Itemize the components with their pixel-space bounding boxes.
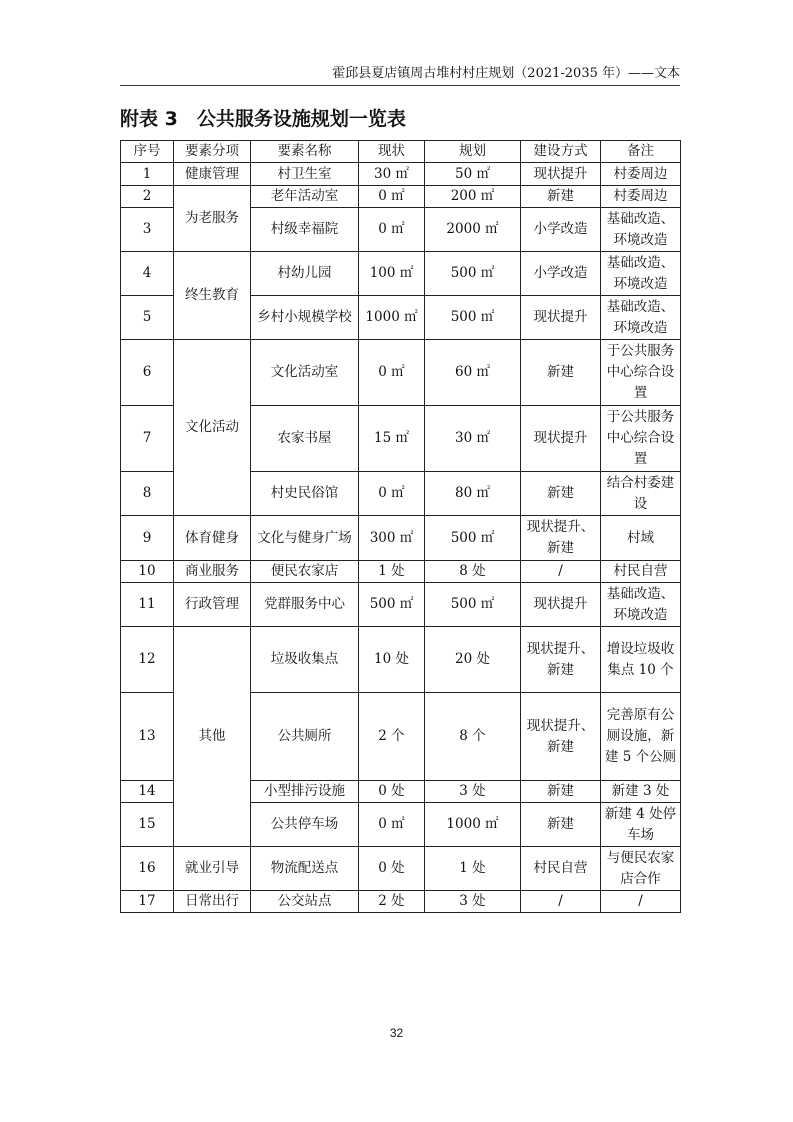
cell-name: 文化与健身广场 [251,516,359,561]
cell-method: 现状提升 [521,583,601,627]
cell-no: 7 [121,406,174,472]
cell-note: 于公共服务中心综合设置 [601,340,681,406]
cell-category: 终生教育 [174,252,251,340]
cell-note: 村民自营 [601,561,681,583]
table-header-row [121,141,681,163]
cell-name: 公共厕所 [251,693,359,781]
cell-plan: 200 ㎡ [425,186,521,208]
cell-name: 垃圾收集点 [251,627,359,693]
cell-no: 5 [121,296,174,340]
cell-method: 新建 [521,186,601,208]
cell-category: 就业引导 [174,847,251,891]
cell-name: 党群服务中心 [251,583,359,627]
cell-no: 16 [121,847,174,891]
cell-note: 新建 4 处停车场 [601,803,681,847]
cell-method: 现状提升 [521,296,601,340]
table-row [121,561,681,583]
table-row [121,252,681,296]
cell-current: 30 ㎡ [359,163,425,186]
cell-no: 9 [121,516,174,561]
cell-category: 健康管理 [174,163,251,186]
cell-plan: 8 个 [425,693,521,781]
cell-note: 完善原有公厕设施，新建 5 个公厕 [601,693,681,781]
cell-name: 便民农家店 [251,561,359,583]
cell-name: 公共停车场 [251,803,359,847]
cell-note: / [601,891,681,913]
cell-name: 小型排污设施 [251,781,359,803]
cell-category: 文化活动 [174,340,251,516]
cell-method: 现状提升、新建 [521,627,601,693]
cell-current: 0 处 [359,781,425,803]
cell-current: 0 ㎡ [359,186,425,208]
cell-current: 0 ㎡ [359,803,425,847]
cell-name: 物流配送点 [251,847,359,891]
cell-plan: 80 ㎡ [425,472,521,516]
table-row [121,583,681,627]
cell-category: 为老服务 [174,186,251,252]
cell-plan: 3 处 [425,781,521,803]
cell-note: 村委周边 [601,186,681,208]
cell-no: 11 [121,583,174,627]
cell-method: 现状提升 [521,163,601,186]
cell-no: 13 [121,693,174,781]
cell-current: 10 处 [359,627,425,693]
col-header: 建设方式 [521,141,601,163]
cell-no: 8 [121,472,174,516]
cell-current: 0 处 [359,847,425,891]
cell-plan: 8 处 [425,561,521,583]
cell-plan: 1000 ㎡ [425,803,521,847]
cell-method: 现状提升、新建 [521,516,601,561]
cell-no: 10 [121,561,174,583]
cell-category: 日常出行 [174,891,251,913]
col-header: 现状 [359,141,425,163]
cell-note: 基础改造、环境改造 [601,252,681,296]
cell-no: 14 [121,781,174,803]
cell-note: 村委周边 [601,163,681,186]
cell-note: 基础改造、环境改造 [601,296,681,340]
cell-method: / [521,561,601,583]
cell-note: 基础改造、环境改造 [601,208,681,252]
col-header: 规划 [425,141,521,163]
cell-note: 与便民农家店合作 [601,847,681,891]
cell-current: 300 ㎡ [359,516,425,561]
cell-name: 村幼儿园 [251,252,359,296]
cell-current: 500 ㎡ [359,583,425,627]
cell-plan: 500 ㎡ [425,252,521,296]
cell-name: 村卫生室 [251,163,359,186]
cell-plan: 500 ㎡ [425,583,521,627]
table-row [121,627,681,693]
cell-no: 6 [121,340,174,406]
cell-plan: 500 ㎡ [425,516,521,561]
cell-current: 15 ㎡ [359,406,425,472]
cell-no: 12 [121,627,174,693]
cell-current: 1 处 [359,561,425,583]
running-header: 霍邱县夏店镇周古堆村村庄规划（2021-2035 年）——文本 [120,62,680,86]
cell-name: 村史民俗馆 [251,472,359,516]
cell-category: 体育健身 [174,516,251,561]
cell-plan: 50 ㎡ [425,163,521,186]
cell-plan: 60 ㎡ [425,340,521,406]
cell-current: 2 个 [359,693,425,781]
cell-name: 公交站点 [251,891,359,913]
table-row [121,516,681,561]
facilities-table [120,140,681,913]
table-row [121,891,681,913]
cell-no: 3 [121,208,174,252]
cell-plan: 2000 ㎡ [425,208,521,252]
cell-name: 农家书屋 [251,406,359,472]
cell-category: 行政管理 [174,583,251,627]
cell-method: 现状提升、新建 [521,693,601,781]
cell-note: 于公共服务中心综合设置 [601,406,681,472]
cell-current: 2 处 [359,891,425,913]
table-row [121,163,681,186]
cell-plan: 1 处 [425,847,521,891]
cell-no: 15 [121,803,174,847]
col-header: 序号 [121,141,174,163]
cell-plan: 3 处 [425,891,521,913]
col-header: 要素分项 [174,141,251,163]
cell-no: 2 [121,186,174,208]
table-row [121,847,681,891]
cell-note: 基础改造、环境改造 [601,583,681,627]
table-row [121,340,681,406]
cell-current: 1000 ㎡ [359,296,425,340]
cell-method: / [521,891,601,913]
cell-method: 新建 [521,472,601,516]
cell-method: 新建 [521,781,601,803]
cell-note: 村域 [601,516,681,561]
cell-plan: 500 ㎡ [425,296,521,340]
cell-name: 老年活动室 [251,186,359,208]
cell-current: 0 ㎡ [359,472,425,516]
cell-no: 17 [121,891,174,913]
cell-no: 4 [121,252,174,296]
table-row [121,186,681,208]
cell-category: 商业服务 [174,561,251,583]
cell-method: 小学改造 [521,252,601,296]
cell-current: 0 ㎡ [359,208,425,252]
cell-name: 村级幸福院 [251,208,359,252]
cell-method: 现状提升 [521,406,601,472]
cell-method: 新建 [521,340,601,406]
cell-note: 增设垃圾收集点 10 个 [601,627,681,693]
cell-method: 村民自营 [521,847,601,891]
cell-name: 文化活动室 [251,340,359,406]
cell-note: 结合村委建设 [601,472,681,516]
cell-plan: 20 处 [425,627,521,693]
col-header: 要素名称 [251,141,359,163]
cell-current: 100 ㎡ [359,252,425,296]
cell-current: 0 ㎡ [359,340,425,406]
cell-method: 小学改造 [521,208,601,252]
cell-method: 新建 [521,803,601,847]
table-title: 附表 3 公共服务设施规划一览表 [120,108,406,130]
cell-category: 其他 [174,627,251,847]
page-number: 32 [389,1026,404,1040]
cell-name: 乡村小规模学校 [251,296,359,340]
cell-note: 新建 3 处 [601,781,681,803]
col-header: 备注 [601,141,681,163]
cell-plan: 30 ㎡ [425,406,521,472]
cell-no: 1 [121,163,174,186]
